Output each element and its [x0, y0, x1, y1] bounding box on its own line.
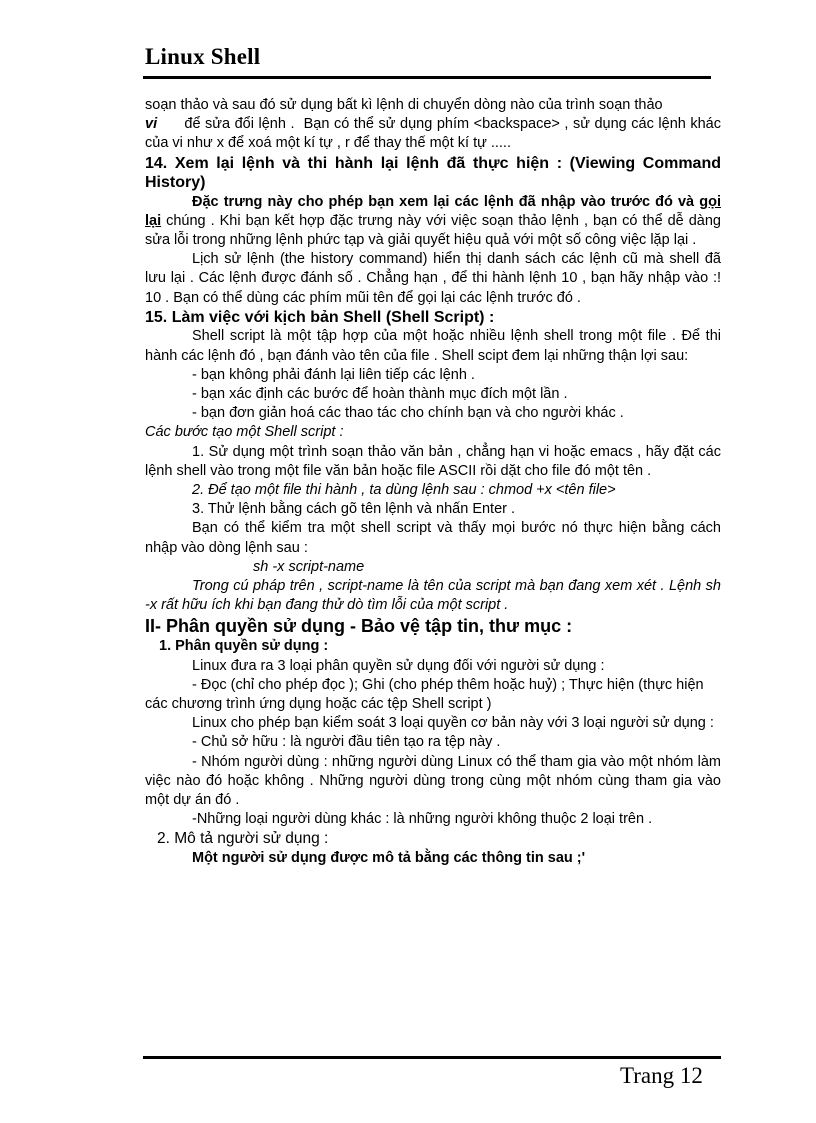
- intro-text-2: để sửa đổi lệnh . Bạn có thể sử dụng phím <backspace> , sử dụng các lệnh khác của vi như x để xoá một kí tự , r để thay thế một kí tự .....: [145, 116, 726, 152]
- paragraph-2-4: Linux cho phép bạn kiểm soát 3 loại quyền cơ bản này với 3 loại người sử dụng :: [192, 715, 714, 732]
- paragraph-2-5: - Chủ sở hữu : là người đầu tiên tạo ra tệp này .: [192, 734, 501, 751]
- paragraph-15-1: Shell script là một tập hợp của một hoặc nhiều lệnh shell trong một file . Để thi hành các lệnh đó , bạn đánh vào tên của file . Shell scipt đem lại những thận lợi sau:: [145, 328, 721, 364]
- paragraph-2-2: - Đọc (chỉ cho phép đọc ); Ghi (cho phép thêm hoặc huỷ) ; Thực hiện (thực hiện: [192, 676, 704, 693]
- page-header-title: Linux Shell: [145, 44, 261, 69]
- paragraph-15-note: Trong cú pháp trên , script-name là tên của script mà bạn đang xem xét . Lệnh sh -x rất hữu ích khi bạn đang thử dò tìm lỗi của một script .: [145, 577, 721, 614]
- bullet-15-3: - bạn đơn giản hoá các thao tác cho chính bạn và cho người khác .: [192, 405, 624, 422]
- paragraph-14-1: [145, 193, 721, 251]
- command-example: sh -x script-name: [253, 558, 365, 575]
- subsection-2-heading: 2. Mô tả người sử dụng :: [157, 830, 329, 848]
- heading-15: 15. Làm việc với kịch bản Shell (Shell Script) :: [145, 308, 495, 326]
- bullet-15-1: - bạn không phải đánh lại liên tiếp các lệnh .: [192, 366, 475, 383]
- intro-vi: vi: [145, 116, 158, 133]
- page-body: [145, 96, 726, 869]
- p14-bold-underlined: gọi lại: [145, 193, 721, 229]
- paragraph-2-6: - Nhóm người dùng : những người dùng Linux có thể tham gia vào một nhóm làm việc nào đó hoặc không . Những người dùng trong cùng một nhóm cùng tham gia vào một dự án đó .: [145, 753, 721, 808]
- step-2: 2. Để tạo một file thi hành , ta dùng lệnh sau : chmod +x <tên file>: [192, 481, 616, 498]
- paragraph-2-7: -Những loại người dùng khác : là những người không thuộc 2 loại trên .: [192, 811, 653, 828]
- p14-bold: Đặc trưng này cho phép bạn xem lại các lệnh đã nhập vào trước đó và: [192, 193, 700, 210]
- bullet-15-2: - bạn xác định các bước để hoàn thành mục đích một lần .: [192, 385, 568, 402]
- paragraph-2-1: Linux đưa ra 3 loại phân quyền sử dụng đối với người sử dụng :: [192, 657, 605, 674]
- header-rule: [143, 76, 711, 79]
- subsection-1-heading: 1. Phân quyền sử dụng :: [159, 638, 329, 655]
- intro-paragraph: [145, 96, 726, 154]
- steps-title: Các bước tạo một Shell script :: [145, 424, 344, 441]
- footer-rule: [143, 1056, 721, 1059]
- heading-14: 14. Xem lại lệnh và thi hành lại lệnh đã thực hiện : (Viewing Command History): [145, 154, 721, 192]
- page-number: Trang 12: [620, 1063, 703, 1088]
- step-1: 1. Sử dụng một trình soạn thảo văn bản , chẳng hạn vi hoặc emacs , hãy đặt các lệnh shell vào trong một file văn bản hoặc file ASCII rồi dặt cho file đó một tên .: [145, 443, 721, 479]
- p14-rest: chúng . Khi bạn kết hợp đặc trưng này với việc soạn thảo lệnh , bạn có thể dễ dàng sửa lỗi trong những lệnh phức tạp và giải quyết hiệu quả với một số công việc lặp lại .: [145, 212, 721, 249]
- paragraph-2-3: các chương trình ứng dụng hoặc các tệp Shell script ): [145, 695, 492, 712]
- section-2-heading: II- Phân quyền sử dụng - Bảo vệ tập tin, thư mục :: [145, 616, 573, 637]
- paragraph-2-8: Một người sử dụng được mô tả bằng các thông tin sau ;': [192, 850, 586, 867]
- paragraph-15-test: Bạn có thể kiểm tra một shell script và thấy mọi bước nó thực hiện bằng cách nhập vào dòng lệnh sau :: [145, 520, 721, 556]
- step-3: 3. Thử lệnh bằng cách gõ tên lệnh và nhấn Enter .: [192, 501, 516, 518]
- paragraph-14-2: Lịch sử lệnh (the history command) hiển thị danh sách các lệnh cũ mà shell đã lưu lại . Các lệnh được đánh số . Chẳng hạn , để thi hành lệnh 10 , bạn hãy nhập vào :! 10 . Bạn có thể dùng các phím mũi tên để gọi lại các lệnh trước đó .: [145, 251, 721, 306]
- intro-text-1: soạn thảo và sau đó sử dụng bất kì lệnh di chuyển dòng nào của trình soạn thảo: [145, 97, 663, 113]
